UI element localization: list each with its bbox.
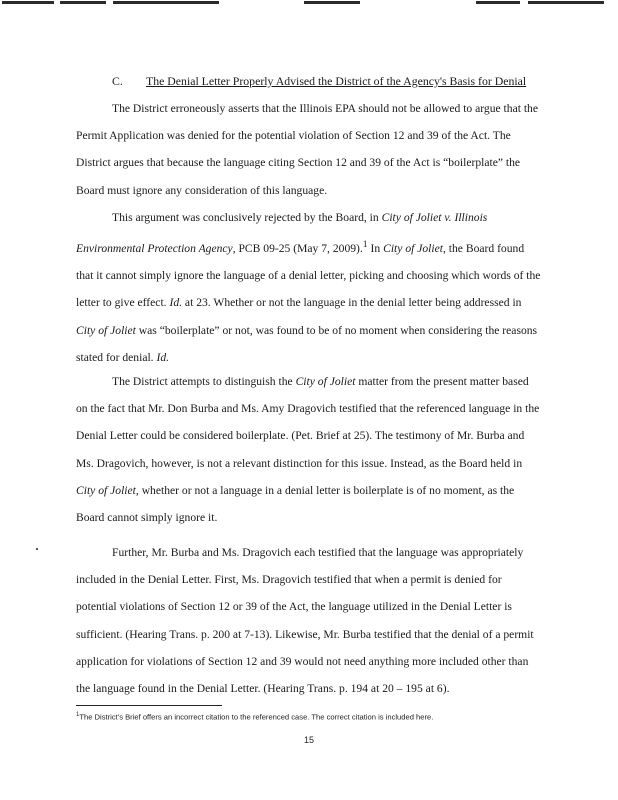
- paragraph-2-text-a: This argument was conclusively rejected by the Board, in: [112, 211, 382, 224]
- section-heading: [112, 74, 526, 89]
- paragraph-1-text: The District erroneously asserts that the Illinois EPA should not be allowed to argue that the Permit Application was denied for the potential violation of Section 12 and 39 of the Act. The District argues that because the language citing Section 12 and 39 of the Act is “boilerplate” the Board must ignore any consideration of this language.: [76, 102, 538, 197]
- paragraph-2: [76, 204, 543, 371]
- id-citation: Id.: [156, 350, 170, 364]
- case-citation-joliet: City of Joliet: [383, 242, 443, 256]
- paragraph-3-text-c: , whether or not a language in a denial letter is boilerplate is of no moment, as the Board cannot simply ignore it.: [76, 483, 515, 525]
- paragraph-3-text-b: matter from the present matter based on the fact that Mr. Don Burba and Ms. Amy Dragovich testified that the referenced language in the Denial Letter could be considered boilerplate. (Pet. Brief at 25). The testimony of Mr. Burba and Ms. Dragovich, however, is not a relevant distinction for this issue. Instead, as the Board held in: [76, 375, 540, 470]
- footnote-reference: 1: [362, 239, 368, 251]
- case-citation-joliet: City of Joliet: [76, 483, 136, 497]
- scan-speck: [36, 548, 38, 550]
- section-title: The Denial Letter Properly Advised the District of the Agency's Basis for Denial: [146, 74, 527, 88]
- paragraph-2-text-d: , the Board found that it cannot simply ignore the language of a denial letter, picking and choosing which words of the letter to give effect.: [76, 242, 541, 310]
- paragraph-4: [76, 539, 543, 702]
- footnote-number: 1: [76, 712, 80, 718]
- paragraph-2-text-c: In: [367, 242, 384, 256]
- section-letter: C.: [112, 74, 123, 88]
- paragraph-3: [76, 368, 543, 531]
- paragraph-2-text-f: was “boilerplate” or not, was found to be of no moment when considering the reasons stated for denial.: [76, 323, 538, 364]
- page-number: 15: [303, 735, 314, 745]
- case-citation-joliet: City of Joliet: [76, 323, 136, 337]
- footnote-text: The District's Brief offers an incorrect citation to the referenced case. The correct citation is included here.: [79, 712, 434, 722]
- paragraph-3-text-a: The District attempts to distinguish the: [112, 375, 296, 388]
- paragraph-1: [76, 95, 543, 204]
- paragraph-4-text: Further, Mr. Burba and Ms. Dragovich each testified that the language was appropriately included in the Denial Letter. First, Ms. Dragovich testified that when a permit is denied for potential violations of Section 12 or 39 of the Act, the language utilized in the Denial Letter is sufficient. (Hearing Trans. p. 200 at 7-13). Likewise, Mr. Burba testified that the denial of a permit application for violations of Section 12 and 39 would not need anything more included other than the language found in the Denial Letter. (Hearing Trans. p. 194 at 20 – 195 at 6).: [76, 546, 534, 696]
- paragraph-2-text-b: , PCB 09-25 (May 7, 2009).: [232, 242, 363, 256]
- footnote: [76, 712, 433, 722]
- case-citation-joliet-full: City of Joliet v. Illinois Environmental Protection Agency: [76, 211, 488, 256]
- paragraph-2-text-e: at 23. Whether or not the language in the denial letter being addressed in: [182, 296, 522, 310]
- footnote-separator: [76, 705, 222, 706]
- case-citation-joliet: City of Joliet: [295, 375, 356, 388]
- id-citation: Id.: [169, 296, 183, 310]
